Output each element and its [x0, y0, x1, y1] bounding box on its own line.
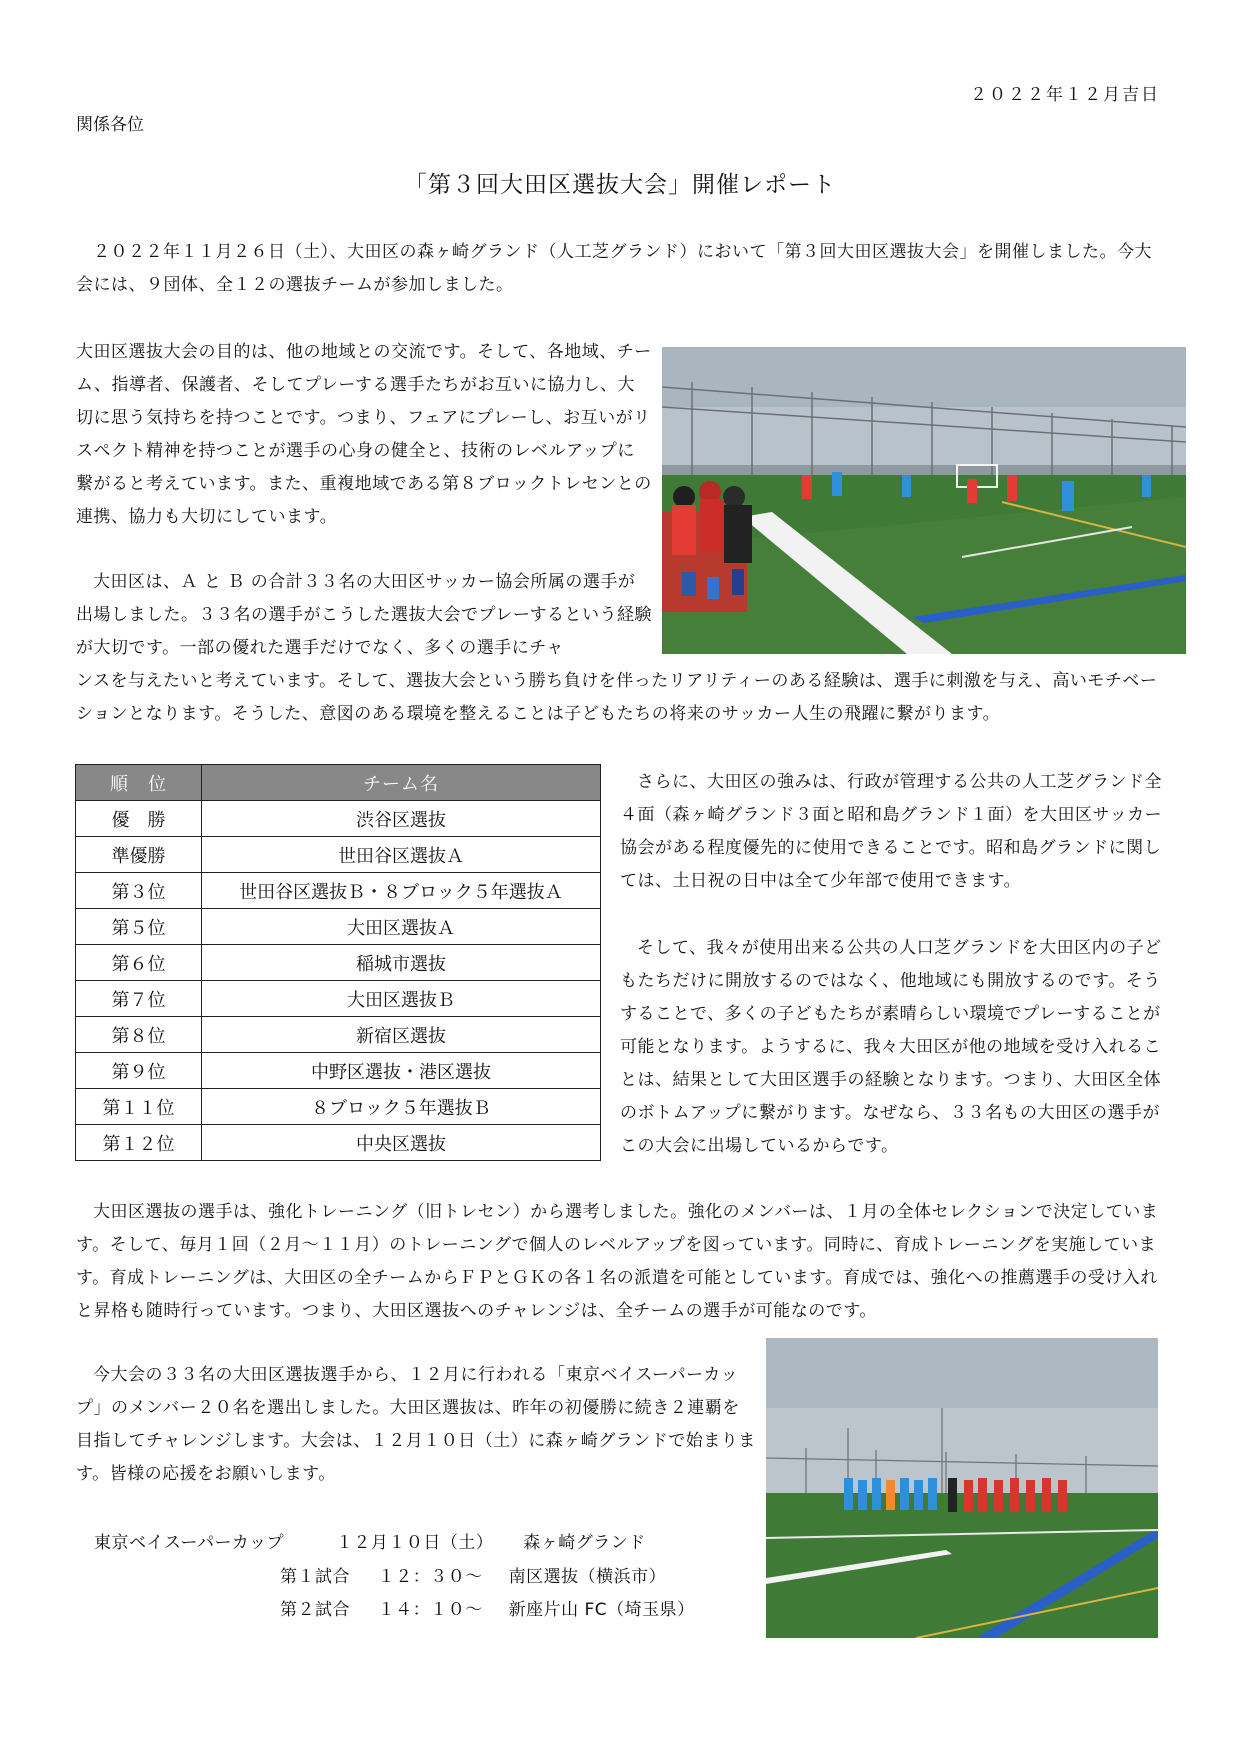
match-time: １４：１０～: [377, 1600, 483, 1620]
strength-text: さらに、大田区の強みは、行政が管理する公共の人工芝グランド全４面（森ヶ崎グランド３面と昭和島グランド１面）を大田区サッカー協会がある程度優先的に使用できることです。昭和島グランドに関しては、土日祝の日中は全て少年部で使用できます。: [620, 772, 1163, 891]
team-cell: 世田谷区選抜Ａ: [202, 837, 601, 873]
schedule-match-1: [280, 1562, 666, 1587]
page-title: 「第３回大田区選抜大会」開催レポート: [404, 172, 836, 198]
rank-cell: 優 勝: [76, 801, 202, 837]
table-row: [76, 909, 601, 945]
team-cell: ８ブロック５年選抜Ｂ: [202, 1089, 601, 1125]
rank-cell: 第９位: [76, 1053, 202, 1089]
team-cell: 世田谷区選抜Ｂ・８ブロック５年選抜Ａ: [202, 873, 601, 909]
team-cell: 中央区選抜: [202, 1125, 601, 1161]
team-header: チーム名: [202, 765, 601, 801]
team-cell: 新宿区選抜: [202, 1017, 601, 1053]
results-table: [75, 764, 601, 1161]
rank-cell: 第１１位: [76, 1089, 202, 1125]
ota-paragraph-part2: ンスを与えたいと考えています。そして、選抜大会という勝ち負けを伴ったリアリティーのある経験は、選手に刺激を与え、高いモチベーションとなります。そうした、意図のある環境を整えることは子どもたちの将来のサッカー人生の飛躍に繋がります。: [76, 671, 1158, 724]
match-label: 第１試合: [280, 1567, 350, 1587]
rank-cell: 第３位: [76, 873, 202, 909]
match-label: 第２試合: [280, 1600, 350, 1620]
ota-text-1: 大田区は、Ａ と Ｂ の合計３３名の大田区サッカー協会所属の選手が出場しました。３３名の選手がこうした選抜大会でプレーするという経験が大切です。一部の優れた選手だけでなく、多くの選手にチャ: [76, 572, 652, 658]
table-row: [76, 1053, 601, 1089]
match-photo: [662, 347, 1186, 654]
rank-cell: 第８位: [76, 1017, 202, 1053]
document-date: ２０２２年１２月吉日: [970, 85, 1160, 105]
schedule-header: [94, 1528, 646, 1553]
rank-cell: 第１２位: [76, 1125, 202, 1161]
table-row: [76, 945, 601, 981]
table-row: [76, 1089, 601, 1125]
team-cell: 渋谷区選抜: [202, 801, 601, 837]
recipients: 関係各位: [76, 115, 144, 135]
table-row: [76, 1017, 601, 1053]
team-cell: 中野区選抜・港区選抜: [202, 1053, 601, 1089]
team-cell: 大田区選抜Ｂ: [202, 981, 601, 1017]
schedule-match-2: [280, 1595, 695, 1620]
selection-paragraph: [76, 1196, 1166, 1328]
open-text: そして、我々が使用出来る公共の人口芝グランドを大田区内の子どもたちだけに開放するのではなく、他地域にも開放するのです。そうすることで、多くの子どもたちが素晴らしい環境でプレーすることが可能となります。ようするに、我々大田区が他の地域を受け入れることは、結果として大田区選手の経験となります。つまり、大田区全体のボトムアップに繋がります。なぜなら、３３名もの大田区の選手がこの大会に出場しているからです。: [620, 938, 1162, 1156]
open-paragraph: [620, 932, 1168, 1163]
match-photo-image: [662, 347, 1186, 654]
table-row: [76, 981, 601, 1017]
cup-paragraph: [76, 1359, 756, 1491]
strength-paragraph: [620, 766, 1168, 898]
cup-text: 今大会の３３名の大田区選抜選手から、１２月に行われる「東京ベイスーパーカップ」のメンバー２０名を選出しました。大田区選抜は、昨年の初優勝に続き２連覇を目指してチャレンジします。大会は、１２月１０日（土）に森ヶ崎グランドで始まります。皆様の応援をお願いします。: [76, 1365, 756, 1484]
rank-cell: 準優勝: [76, 837, 202, 873]
schedule-date: １２月１０日（土）: [335, 1533, 494, 1553]
table-row: [76, 801, 601, 837]
intro-paragraph: [76, 236, 1166, 302]
rank-cell: 第６位: [76, 945, 202, 981]
intro-text: ２０２２年１１月２６日（土）、大田区の森ヶ崎グランド（人工芝グランド）において「第３回大田区選抜大会」を開催しました。今大会には、９団体、全１２の選抜チームが参加しました。: [76, 242, 1152, 295]
team-cell: 稲城市選抜: [202, 945, 601, 981]
table-row: [76, 1125, 601, 1161]
match-opponent: 新座片山 FC（埼玉県）: [508, 1600, 695, 1620]
rank-cell: 第５位: [76, 909, 202, 945]
schedule-event: 東京ベイスーパーカップ: [94, 1533, 285, 1553]
rank-cell: 第７位: [76, 981, 202, 1017]
match-time: １２：３０～: [377, 1567, 483, 1587]
table-row: [76, 873, 601, 909]
table-row: [76, 837, 601, 873]
purpose-paragraph: 大田区選抜大会の目的は、他の地域との交流です。そして、各地域、チーム、指導者、保護者、そしてプレーする選手たちがお互いに協力し、大切に思う気持ちを持つことです。つまり、フェアにプレーし、お互いがリスペクト精神を持つことが選手の心身の健全と、技術のレベルアップに繋がると考えています。また、重複地域である第８ブロックトレセンとの連携、協力も大切にしています。: [76, 342, 652, 527]
table-header-row: [76, 765, 601, 801]
selection-text: 大田区選抜の選手は、強化トレーニング（旧トレセン）から選考しました。強化のメンバーは、１月の全体セレクションで決定しています。そして、毎月１回（２月～１１月）のトレーニングで個人のレベルアップを図っています。同時に、育成トレーニングを実施しています。育成トレーニングは、大田区の全チームからＦＰとＧＫの各１名の派遣を可能としています。育成では、強化への推薦選手の受け入れと昇格も随時行っています。つまり、大田区選抜へのチャレンジは、全チームの選手が可能なのです。: [76, 1202, 1159, 1321]
rank-header: 順 位: [76, 765, 202, 801]
lineup-photo-image: [766, 1338, 1158, 1638]
schedule-venue: 森ヶ崎グランド: [523, 1533, 646, 1553]
team-cell: 大田区選抜Ａ: [202, 909, 601, 945]
lineup-photo: [766, 1338, 1158, 1638]
ota-paragraph-part1: [76, 566, 652, 665]
match-opponent: 南区選抜（横浜市）: [508, 1567, 667, 1587]
